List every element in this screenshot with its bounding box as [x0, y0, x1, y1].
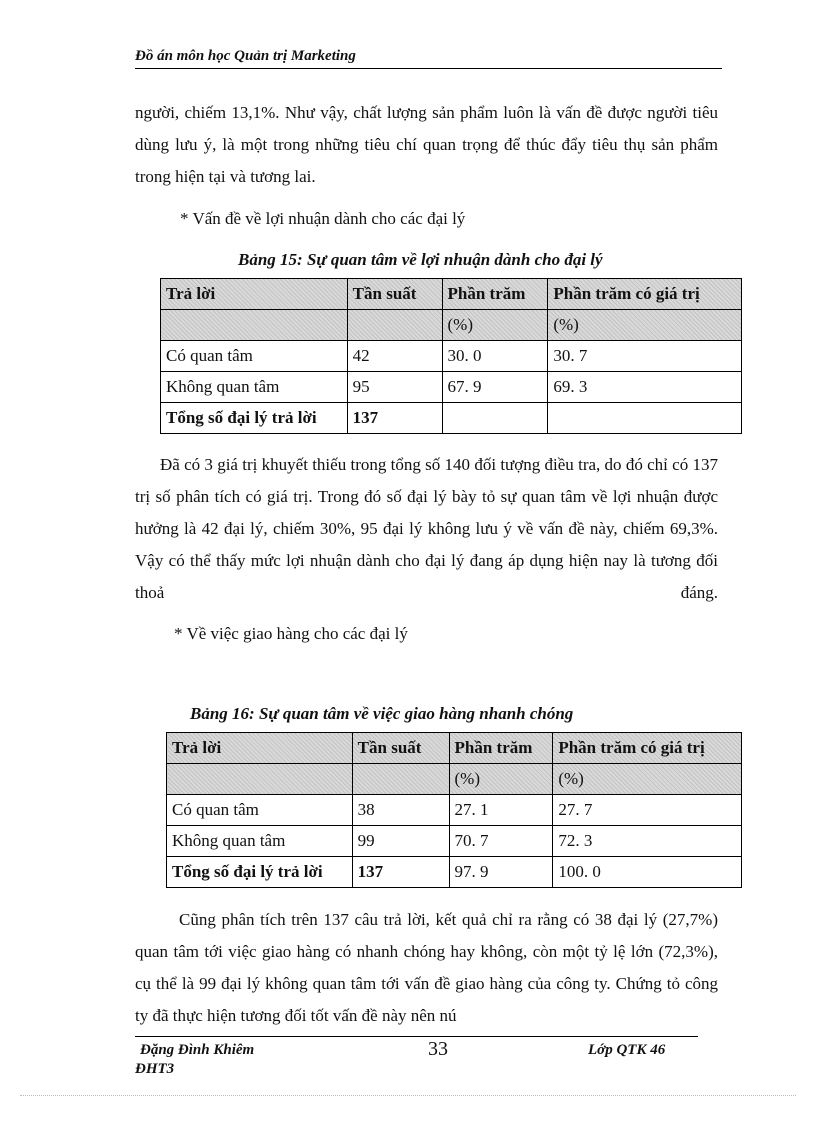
header-divider — [135, 68, 722, 69]
cell: 72. 3 — [553, 826, 742, 857]
table-total-row — [167, 857, 742, 888]
cell — [548, 403, 742, 434]
cell: 27. 1 — [449, 795, 553, 826]
cell: 27. 7 — [553, 795, 742, 826]
paragraph-2: Đã có 3 giá trị khuyết thiếu trong tổng số 140 đối tượng điều tra, do đó chỉ có 137 trị số phân tích có giá trị. Trong đó số đại lý bày tỏ sự quan tâm về lợi nhuận được hưởng là 42 đại lý, chiếm 30%, 95 đại lý không lưu ý về vấn đề này, chiếm 69,3%. Vậy có thể thấy mức lợi nhuận dành cho đại lý đang áp dụng hiện nay là tương đối thoả đáng. — [135, 455, 718, 602]
page-edge-dots — [20, 1095, 796, 1096]
header-cell: Phần trăm — [442, 279, 548, 310]
table-row — [161, 341, 742, 372]
header-cell: Phần trăm — [449, 733, 553, 764]
header-cell: Tần suất — [352, 733, 449, 764]
subheader-cell — [161, 310, 348, 341]
cell: 137 — [352, 857, 449, 888]
table-header-row — [167, 733, 742, 764]
cell: Tổng số đại lý trả lời — [167, 857, 353, 888]
cell: 97. 9 — [449, 857, 553, 888]
cell: Không quan tâm — [167, 826, 353, 857]
table-row — [167, 826, 742, 857]
table-16-caption: Bảng 16: Sự quan tâm về việc giao hàng nhanh chóng — [190, 704, 574, 723]
table-subheader-row — [167, 764, 742, 795]
subheader-cell: (%) — [442, 310, 548, 341]
subheader-cell — [352, 764, 449, 795]
footer-divider — [135, 1036, 698, 1037]
subheader-cell: (%) — [548, 310, 742, 341]
subheader-cell: (%) — [449, 764, 553, 795]
cell: 99 — [352, 826, 449, 857]
subheader-cell — [347, 310, 442, 341]
cell: 38 — [352, 795, 449, 826]
bullet-delivery: * Về việc giao hàng cho các đại lý — [174, 624, 408, 643]
cell: 100. 0 — [553, 857, 742, 888]
subheader-cell — [167, 764, 353, 795]
table-row — [161, 372, 742, 403]
header-title: Đồ án môn học Quản trị Marketing — [135, 48, 356, 64]
cell: 69. 3 — [548, 372, 742, 403]
table-15 — [160, 278, 742, 434]
table-subheader-row — [161, 310, 742, 341]
table-total-row — [161, 403, 742, 434]
cell: 137 — [347, 403, 442, 434]
cell: Tổng số đại lý trả lời — [161, 403, 348, 434]
cell: Không quan tâm — [161, 372, 348, 403]
table-15-caption: Bảng 15: Sự quan tâm về lợi nhuận dành cho đại lý — [238, 250, 603, 269]
cell: 42 — [347, 341, 442, 372]
header-cell: Trả lời — [167, 733, 353, 764]
cell: 70. 7 — [449, 826, 553, 857]
header-cell: Phần trăm có giá trị — [548, 279, 742, 310]
subheader-cell: (%) — [553, 764, 742, 795]
header-cell: Phần trăm có giá trị — [553, 733, 742, 764]
cell: Có quan tâm — [161, 341, 348, 372]
cell: 30. 0 — [442, 341, 548, 372]
table-16 — [166, 732, 742, 888]
page-number: 33 — [428, 1038, 448, 1060]
footer-author: Đặng Đình Khiêm — [140, 1042, 255, 1058]
header-cell: Trả lời — [161, 279, 348, 310]
cell: 67. 9 — [442, 372, 548, 403]
cell: 95 — [347, 372, 442, 403]
table-row — [167, 795, 742, 826]
paragraph-3: Cũng phân tích trên 137 câu trả lời, kết quả chỉ ra rằng có 38 đại lý (27,7%) quan tâm tới việc giao hàng có nhanh chóng hay không, còn một tỷ lệ lớn (72,3%), cụ thể là 99 đại lý không quan tâm tới vấn đề giao hàng của công ty. Chứng tỏ công ty đã thực hiện tương đối tốt vấn đề này nên nú — [135, 910, 718, 1025]
footer-class-code: ĐHT3 — [135, 1061, 175, 1077]
footer-class: Lớp QTK 46 — [588, 1042, 666, 1058]
bullet-profit: * Vấn đề về lợi nhuận dành cho các đại lý — [180, 209, 466, 228]
paragraph-1: người, chiếm 13,1%. Như vậy, chất lượng sản phẩm luôn là vấn đề được người tiêu dùng lưu ý, là một trong những tiêu chí quan trọng để thúc đẩy tiêu thụ sản phẩm trong hiện tại và tương lai. — [135, 103, 718, 186]
table-header-row — [161, 279, 742, 310]
cell: Có quan tâm — [167, 795, 353, 826]
header-cell: Tần suất — [347, 279, 442, 310]
cell — [442, 403, 548, 434]
cell: 30. 7 — [548, 341, 742, 372]
